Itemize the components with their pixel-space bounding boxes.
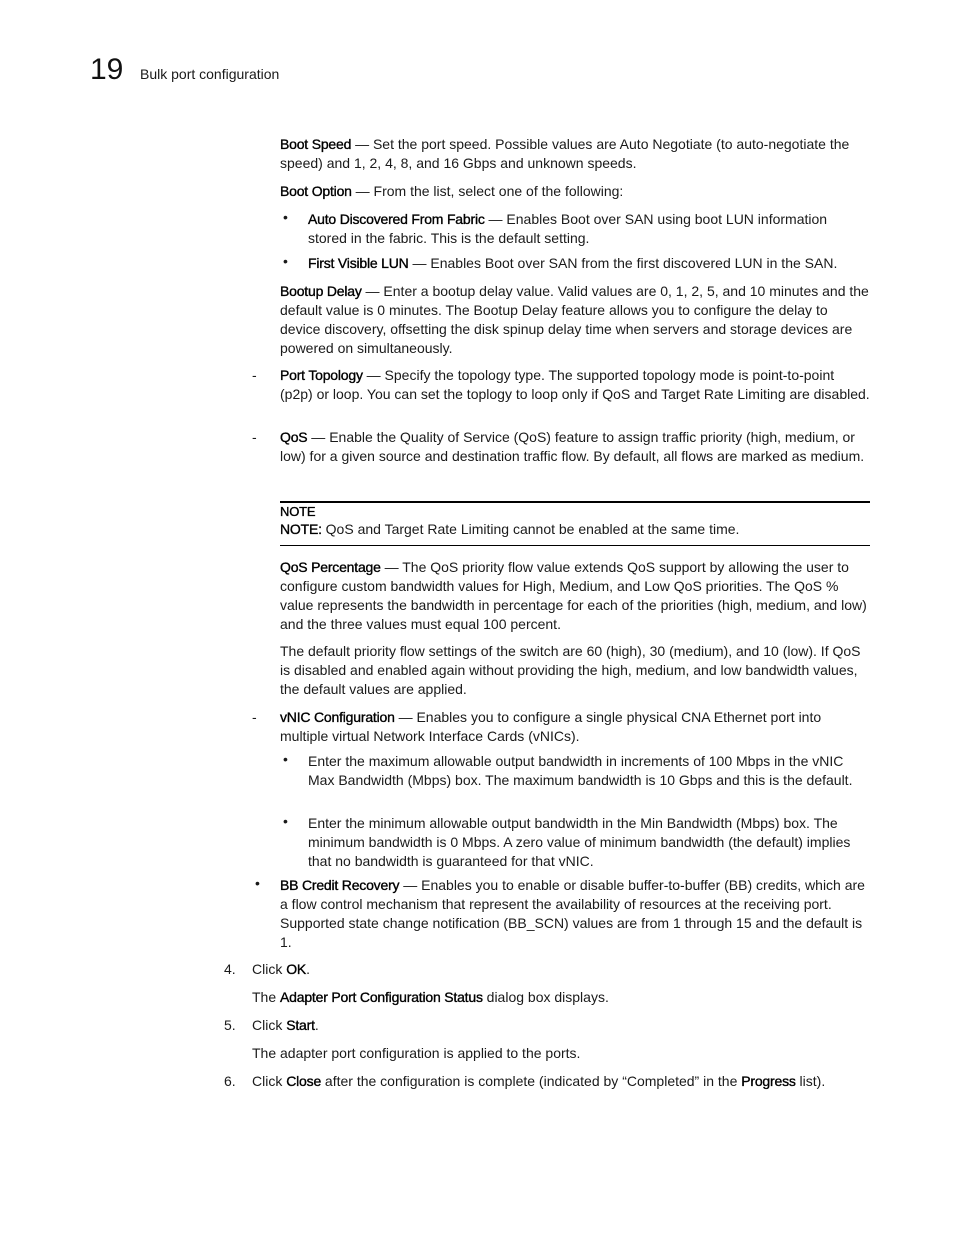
- qos-percentage-paragraph: [280, 558, 870, 634]
- boot-option-item-first-visible: [308, 254, 868, 273]
- bullet-icon: •: [283, 751, 288, 767]
- ok-label: OK: [286, 961, 307, 977]
- bb-credit-paragraph: [280, 876, 870, 952]
- first-visible-term: First Visible LUN: [308, 255, 409, 271]
- note-body: QoS and Target Rate Limiting cannot be enabled at the same time.: [321, 521, 740, 537]
- vnic-paragraph: [280, 708, 870, 746]
- progress-label: Progress: [741, 1073, 796, 1089]
- vnic-max-bandwidth-item: Enter the maximum allowable output bandwidth in increments of 100 Mbps in the vNIC Max Bandwidth (Mbps) box. The maximum bandwidth is 10 Gbps and this is the default.: [308, 753, 853, 788]
- step-6: [252, 1072, 892, 1091]
- status-dialog-label: Adapter Port Configuration Status: [280, 989, 483, 1005]
- chapter-title: Bulk port configuration: [140, 66, 280, 82]
- bullet-icon: •: [283, 253, 288, 269]
- bullet-icon: •: [283, 813, 288, 829]
- bootup-delay-term: Bootup Delay: [280, 283, 362, 299]
- note-heading: NOTE: [280, 504, 316, 519]
- boot-speed-term: Boot Speed: [280, 136, 352, 152]
- bullet-icon: •: [283, 209, 288, 225]
- port-topology-paragraph: [280, 366, 870, 404]
- bootup-delay-paragraph: [280, 282, 870, 358]
- port-topology-text: — Specify the topology type. The supported topology mode is point-to-point (p2p) or loop. You can set the toplogy to loop only if QoS and Target Rate Limiting are disabled.: [280, 367, 870, 402]
- boot-option-term: Boot Option: [280, 183, 352, 199]
- step-6-pre: Click: [252, 1073, 287, 1089]
- step-number: 6.: [224, 1073, 236, 1089]
- bb-credit-text: — Enables you to enable or disable buffer-to-buffer (BB) credits, which are a flow control mechanism that represent the availability of resources at the receiving port. Supported state change notification (BB_SCN) values are from 1 through 15 and the default is 1.: [280, 877, 865, 950]
- step-6-mid: after the configuration is complete (indicated by “Completed” in the: [321, 1073, 742, 1089]
- qos-percentage-term: QoS Percentage: [280, 559, 381, 575]
- start-label: Start: [286, 1017, 315, 1033]
- close-label: Close: [286, 1073, 322, 1089]
- vnic-min-bandwidth-item: Enter the minimum allowable output bandwidth in the Min Bandwidth (Mbps) box. The minimum bandwidth is 0 Mbps. A zero value of minimum bandwidth (the default) implies that no bandwidth is guaranteed for that vNIC.: [308, 815, 851, 869]
- step-6-post: list).: [795, 1073, 826, 1089]
- step-4-result: [252, 988, 872, 1007]
- note-text: [280, 520, 870, 539]
- dash-marker: -: [252, 367, 257, 383]
- auto-discovered-term: Auto Discovered From Fabric: [308, 211, 485, 227]
- boot-option-paragraph: [280, 182, 870, 201]
- port-topology-term: Port Topology: [280, 367, 363, 383]
- step-number: 5.: [224, 1017, 236, 1033]
- first-visible-text: — Enables Boot over SAN from the first discovered LUN in the SAN.: [408, 255, 838, 271]
- step-5-result: The adapter port configuration is applied to the ports.: [252, 1045, 581, 1061]
- dash-marker: -: [252, 429, 257, 445]
- step-number: 4.: [224, 961, 236, 977]
- step-4-post: .: [306, 961, 310, 977]
- step-5-post: .: [314, 1017, 319, 1033]
- step-5: [252, 1016, 872, 1035]
- qos-term: QoS: [280, 429, 308, 445]
- note-top-rule: [280, 501, 870, 503]
- note-bottom-rule: [280, 545, 870, 546]
- step-4-pre: Click: [252, 961, 287, 977]
- boot-option-text: — From the list, select one of the following:: [351, 183, 624, 199]
- boot-speed-text: — Set the port speed. Possible values are Auto Negotiate (to auto-negotiate the speed) and 1, 2, 4, 8, and 16 Gbps and unknown speeds.: [280, 136, 850, 171]
- auto-discovered-text: — Enables Boot over SAN using boot LUN information stored in the fabric. This is the default setting.: [308, 211, 828, 246]
- bullet-icon: •: [255, 875, 260, 891]
- vnic-text: — Enables you to configure a single physical CNA Ethernet port into multiple virtual Network Interface Cards (vNICs).: [280, 709, 822, 744]
- step-5-pre: Click: [252, 1017, 287, 1033]
- step-4-result-pre: The: [252, 989, 281, 1005]
- boot-option-item-auto: [308, 210, 868, 248]
- dash-marker: -: [252, 709, 257, 725]
- qos-percentage-text: — The QoS priority flow value extends QoS support by allowing the user to configure custom bandwidth values for High, Medium, and Low QoS priorities. The QoS % value represents the bandwidth in percentage for each of the priorities (high, medium, and low) and the three values must equal 100 percent.: [280, 559, 867, 632]
- bb-credit-term: BB Credit Recovery: [280, 877, 400, 893]
- step-4: [252, 960, 872, 979]
- qos-paragraph: [280, 428, 870, 466]
- bootup-delay-text: — Enter a bootup delay value. Valid values are 0, 1, 2, 5, and 10 minutes and the default value is 0 minutes. The Bootup Delay feature allows you to configure the delay to device discovery, offsetting the disk spinup delay time when servers and storage devices are powered on simultaneously.: [280, 283, 869, 356]
- vnic-term: vNIC Configuration: [280, 709, 395, 725]
- default-priority-paragraph: The default priority flow settings of the switch are 60 (high), 30 (medium), and 10 (low). If QoS is disabled and enabled again without providing the high, medium, and low bandwidth values, the default values are applied.: [280, 643, 861, 697]
- chapter-number: 19: [90, 53, 124, 86]
- note-label: NOTE:: [280, 521, 322, 537]
- boot-speed-paragraph: [280, 135, 870, 173]
- step-4-result-post: dialog box displays.: [482, 989, 609, 1005]
- qos-text: — Enable the Quality of Service (QoS) feature to assign traffic priority (high, medium, or low) for a given source and destination traffic flow. By default, all flows are marked as medium.: [280, 429, 865, 464]
